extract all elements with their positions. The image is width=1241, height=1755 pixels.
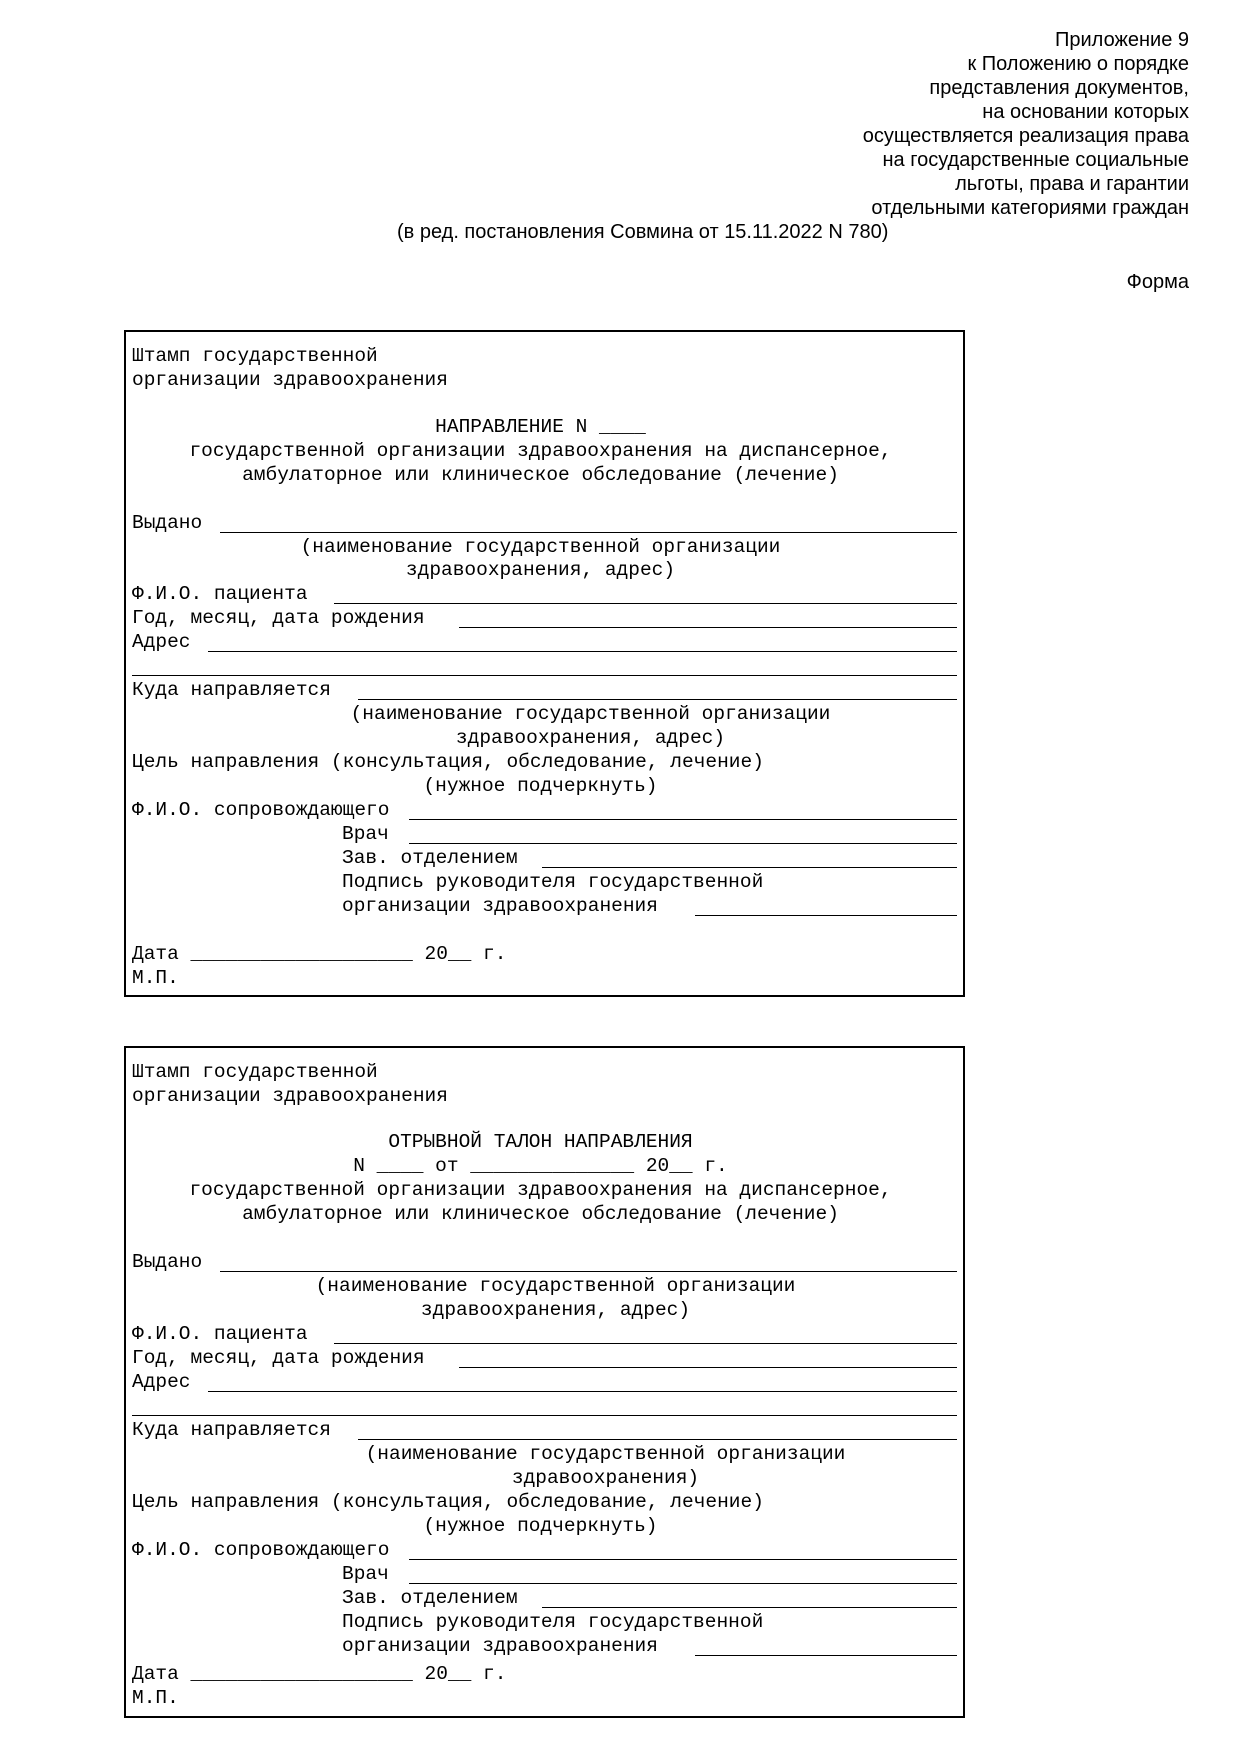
signature-label: Подпись руководителя государственной (342, 871, 764, 893)
seal-label: М.П. (132, 967, 179, 989)
field-hint: здравоохранения, адрес) (420, 1299, 691, 1321)
signature-label: организации здравоохранения (342, 1635, 658, 1657)
address-field[interactable] (208, 651, 957, 652)
appendix-line: Приложение 9 (1055, 29, 1189, 51)
escort-field[interactable] (409, 819, 957, 820)
date-line[interactable]: Дата ___________________ 20__ г. (132, 943, 507, 965)
amendment-note: (в ред. постановления Совмина от 15.11.2022 N 780) (397, 221, 889, 243)
appendix-line: представления документов, (929, 77, 1189, 99)
patient-label: Ф.И.О. пациента (132, 583, 308, 605)
address-label: Адрес (132, 631, 191, 653)
birth-date-field[interactable] (459, 627, 957, 628)
field-hint: (нужное подчеркнуть) (423, 1515, 658, 1537)
field-hint: (наименование государственной организации (350, 703, 831, 725)
doctor-label: Врач (342, 1563, 389, 1585)
escort-label: Ф.И.О. сопровождающего (132, 799, 390, 821)
appendix-line: на основании которых (982, 101, 1189, 123)
birth-date-label: Год, месяц, дата рождения (132, 607, 425, 629)
appendix-line: отдельными категориями граждан (871, 197, 1189, 219)
destination-label: Куда направляется (132, 679, 331, 701)
doctor-field[interactable] (409, 843, 957, 844)
issued-label: Выдано (132, 1251, 203, 1273)
form-title: НАПРАВЛЕНИЕ N ____ (435, 416, 646, 438)
field-hint: (наименование государственной организации (300, 536, 781, 558)
form-subtitle: амбулаторное или клиническое обследование (лечение) (242, 1203, 839, 1225)
destination-label: Куда направляется (132, 1419, 331, 1441)
department-head-label: Зав. отделением (342, 847, 518, 869)
destination-field[interactable] (358, 699, 957, 700)
destination-field[interactable] (358, 1439, 957, 1440)
purpose-label: Цель направления (консультация, обследование, лечение) (132, 751, 764, 773)
seal-label: М.П. (132, 1687, 179, 1709)
appendix-line: к Положению о порядке (967, 53, 1189, 75)
signature-label: организации здравоохранения (342, 895, 658, 917)
birth-date-field[interactable] (459, 1367, 957, 1368)
field-hint: здравоохранения) (511, 1467, 700, 1489)
form-title: ОТРЫВНОЙ ТАЛОН НАПРАВЛЕНИЯ (388, 1131, 693, 1153)
stamp-label: Штамп государственной (132, 345, 378, 367)
patient-name-field[interactable] (334, 603, 957, 604)
form-subtitle: государственной организации здравоохранения на диспансерное, (189, 440, 892, 462)
field-hint: (наименование государственной организации (315, 1275, 796, 1297)
stamp-label: Штамп государственной (132, 1061, 378, 1083)
form-subtitle: государственной организации здравоохранения на диспансерное, (189, 1179, 892, 1201)
field-hint: (наименование государственной организации (365, 1443, 846, 1465)
signature-field[interactable] (695, 1655, 957, 1656)
appendix-line: льготы, права и гарантии (955, 173, 1189, 195)
referral-form (124, 330, 965, 997)
address-field-extra[interactable] (132, 1415, 957, 1416)
address-field[interactable] (208, 1391, 957, 1392)
doctor-label: Врач (342, 823, 389, 845)
field-hint: здравоохранения, адрес) (455, 727, 726, 749)
field-hint: (нужное подчеркнуть) (423, 775, 658, 797)
appendix-line: осуществляется реализация права (862, 125, 1189, 147)
address-label: Адрес (132, 1371, 191, 1393)
issued-field[interactable] (220, 1271, 957, 1272)
appendix-header (389, 28, 1189, 220)
appendix-line: на государственные социальные (882, 149, 1189, 171)
address-field-extra[interactable] (132, 675, 957, 676)
signature-label: Подпись руководителя государственной (342, 1611, 764, 1633)
patient-name-field[interactable] (334, 1343, 957, 1344)
field-hint: здравоохранения, адрес) (405, 559, 676, 581)
purpose-label: Цель направления (консультация, обследование, лечение) (132, 1491, 764, 1513)
signature-field[interactable] (695, 915, 957, 916)
doctor-field[interactable] (409, 1583, 957, 1584)
department-head-label: Зав. отделением (342, 1587, 518, 1609)
department-head-field[interactable] (542, 867, 957, 868)
department-head-field[interactable] (542, 1607, 957, 1608)
stamp-label: организации здравоохранения (132, 1085, 448, 1107)
issued-field[interactable] (220, 532, 957, 533)
issued-label: Выдано (132, 512, 203, 534)
coupon-form (124, 1046, 965, 1718)
stamp-label: организации здравоохранения (132, 369, 448, 391)
form-label: Форма (1126, 271, 1189, 293)
form-subtitle: амбулаторное или клиническое обследование (лечение) (242, 464, 839, 486)
coupon-number-line[interactable]: N ____ от ______________ 20__ г. (353, 1155, 728, 1177)
birth-date-label: Год, месяц, дата рождения (132, 1347, 425, 1369)
patient-label: Ф.И.О. пациента (132, 1323, 308, 1345)
escort-label: Ф.И.О. сопровождающего (132, 1539, 390, 1561)
escort-field[interactable] (409, 1559, 957, 1560)
date-line[interactable]: Дата ___________________ 20__ г. (132, 1663, 507, 1685)
